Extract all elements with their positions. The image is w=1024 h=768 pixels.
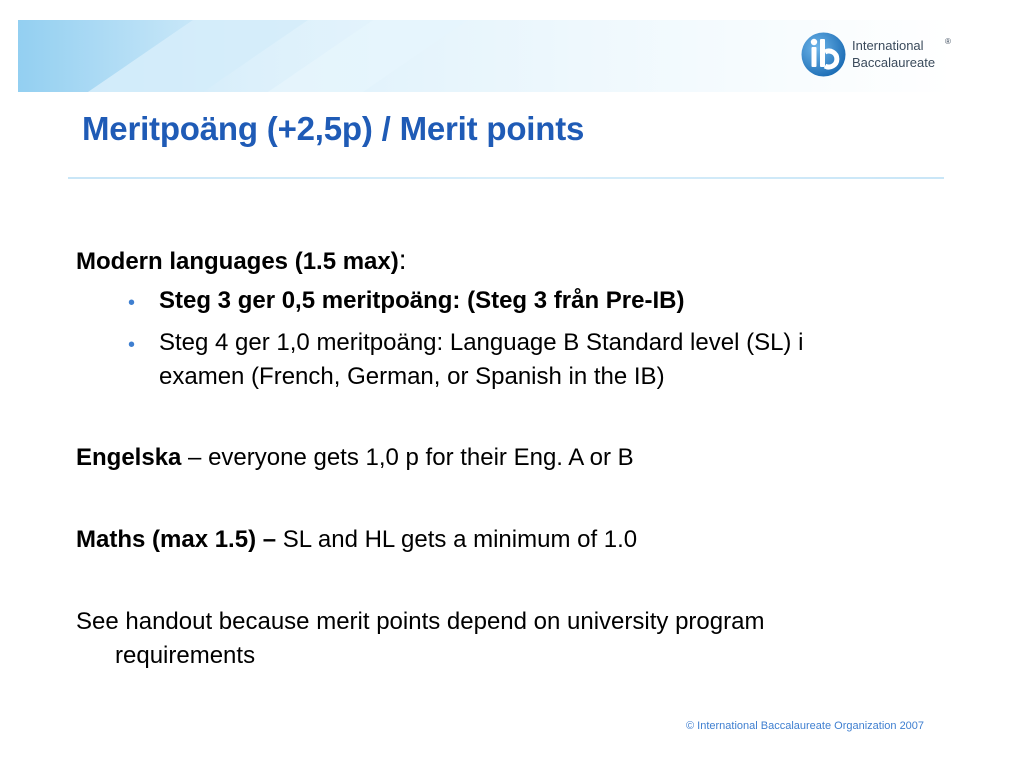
modern-languages-heading: Modern languages (1.5 max) <box>76 248 399 275</box>
bullet-item-steg-3: Steg 3 ger 0,5 meritpoäng: (Steg 3 från Pre-IB) <box>159 287 685 314</box>
copyright-footer: © International Baccalaureate Organization 2007 <box>686 720 925 732</box>
slide-title: Meritpoäng (+2,5p) / Merit points <box>82 110 585 147</box>
handout-line-2: requirements <box>115 642 256 669</box>
engelska-label: Engelska <box>76 444 182 471</box>
maths-paragraph <box>76 523 637 557</box>
bullet-item-steg-4-line-2: examen (French, German, or Spanish in the IB) <box>159 363 665 390</box>
logo-line-1: International <box>852 38 924 53</box>
registered-mark: ® <box>945 37 951 46</box>
bullet-item-steg-4-line-1: Steg 4 ger 1,0 meritpoäng: Language B Standard level (SL) i <box>159 329 804 356</box>
bullet-dot: • <box>128 292 136 314</box>
modern-languages-colon: : <box>398 244 407 275</box>
maths-label: Maths (max 1.5) – <box>76 526 277 553</box>
bullet-dot: • <box>128 334 136 356</box>
modern-languages-heading-line <box>76 243 407 279</box>
logo-line-2: Baccalaureate <box>852 55 936 70</box>
maths-text: SL and HL gets a minimum of 1.0 <box>276 526 638 553</box>
engelska-text: – everyone gets 1,0 p for their Eng. A or B <box>181 444 634 471</box>
engelska-paragraph <box>76 441 634 475</box>
handout-line-1: See handout because merit points depend on university program <box>76 608 765 635</box>
